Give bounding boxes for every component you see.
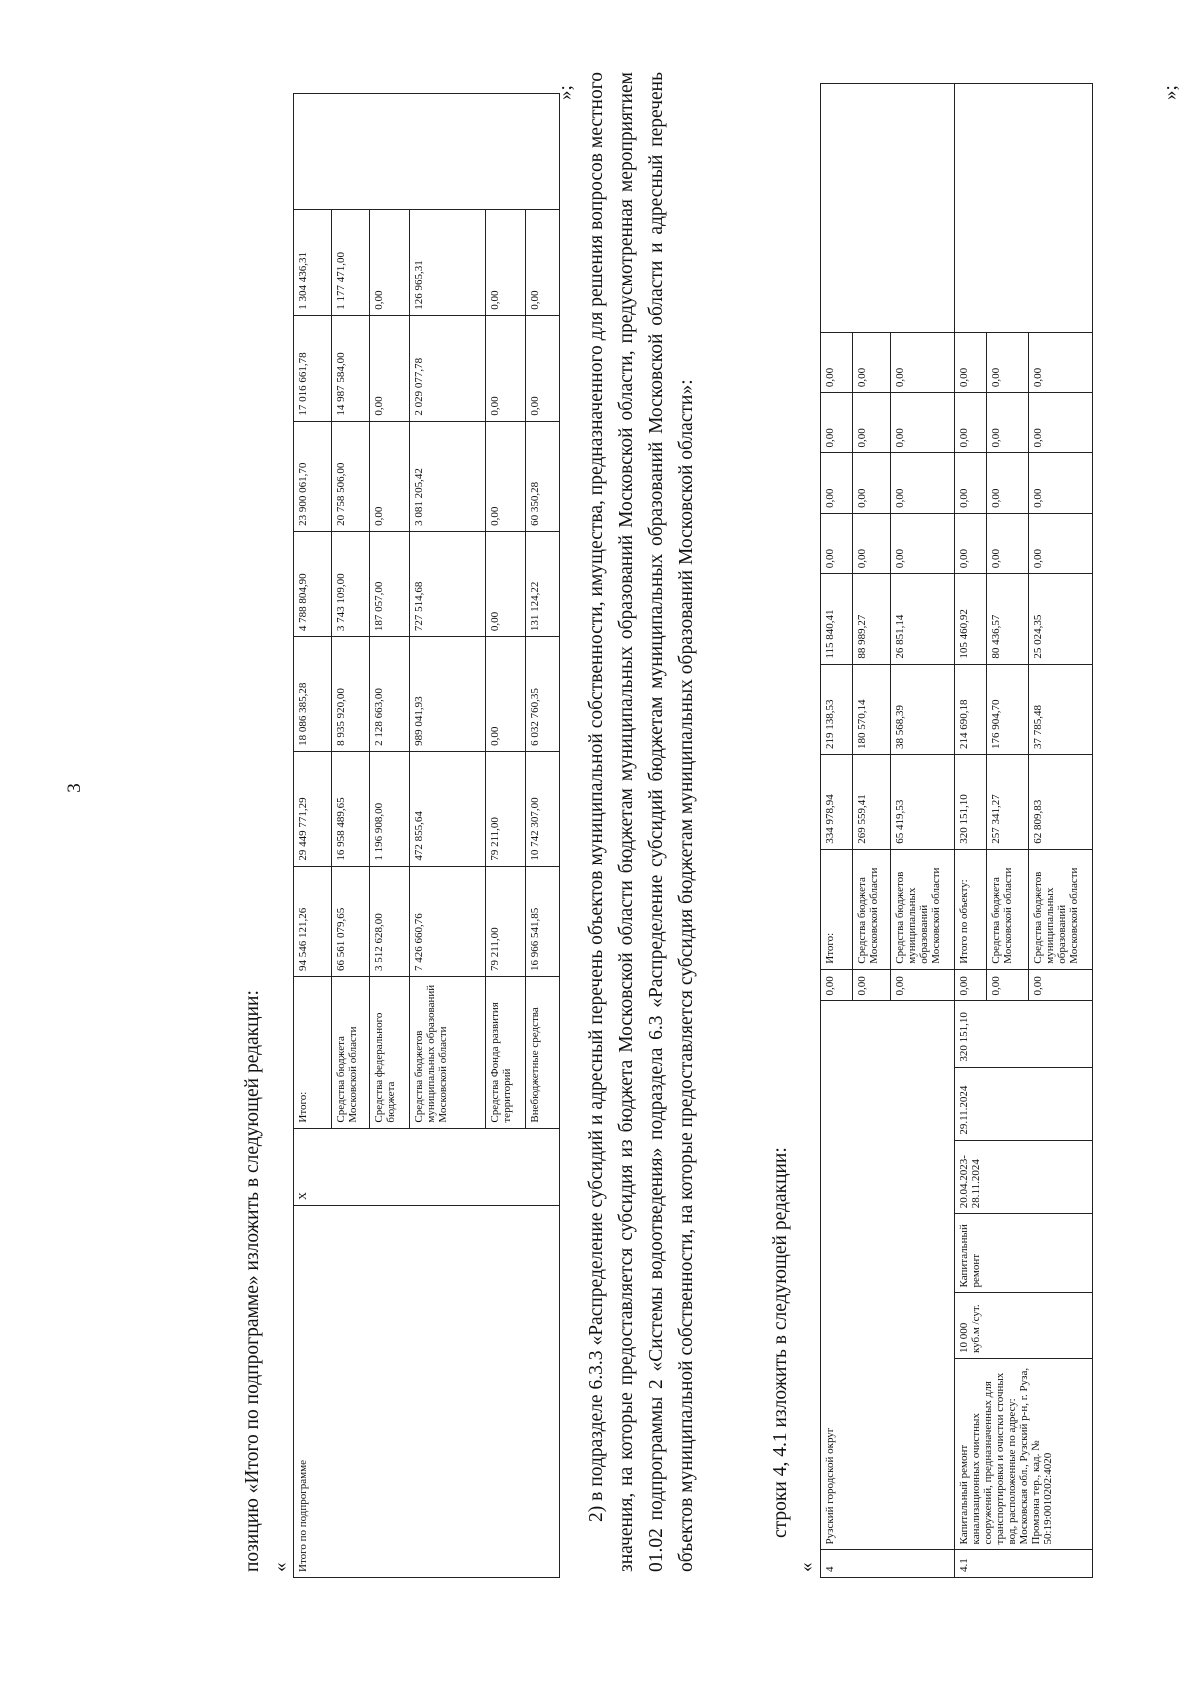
row4-cell: 0,00 <box>853 393 891 453</box>
table1-cell: 4 788 804,90 <box>294 531 332 636</box>
row4-cell: 0,00 <box>853 453 891 513</box>
row4-cell: 88 989,27 <box>853 574 891 664</box>
row4-label: Средства бюджета Московской области <box>853 849 891 969</box>
row41-label: Средства бюджета Московской области <box>987 849 1029 969</box>
table1-cell: 8 935 920,00 <box>332 637 370 752</box>
row4-cell: 0,00 <box>853 513 891 573</box>
row41-cell: 0,00 <box>955 453 987 513</box>
table1-cell: 0,00 <box>370 315 410 421</box>
row4-label: Итого: <box>821 849 853 969</box>
row4-cell: 0,00 <box>821 513 853 573</box>
row41-cell: 25 024,35 <box>1029 574 1093 664</box>
row41-work-type: Капитальный ремонт <box>955 1214 1093 1293</box>
table1-cell: 66 561 079,65 <box>332 866 370 976</box>
row41-cell: 0,00 <box>955 393 987 453</box>
table1-cell: 989 041,93 <box>410 637 486 752</box>
table1-cell: 23 900 061,70 <box>294 421 332 531</box>
table1-x-mark: X <box>294 1128 560 1205</box>
table1-cell: 0,00 <box>486 421 526 531</box>
row4-cell: 65 419,53 <box>891 755 955 850</box>
row4-cell: 0,00 <box>891 393 955 453</box>
table1-cell: 94 546 121,26 <box>294 866 332 976</box>
row41-cell: 0,00 <box>955 513 987 573</box>
row41-capacity: 10 000 куб.м /сут. <box>955 1293 1093 1359</box>
table1-cell: 60 350,28 <box>526 421 560 531</box>
table1-cell: 131 124,22 <box>526 531 560 636</box>
close-quote-2: »; <box>1160 85 1181 100</box>
row4-cell: 180 570,14 <box>853 664 891 754</box>
table1-cell: 20 758 506,00 <box>332 421 370 531</box>
row41-cell: 257 341,27 <box>987 755 1029 850</box>
table1-cell: 79 211,00 <box>486 866 526 976</box>
rows-intro-text: строки 4, 4.1 изложить в следующей редакции: <box>770 1147 791 1538</box>
row41-cell: 105 460,92 <box>955 574 987 664</box>
row41-cell: 0,00 <box>987 393 1029 453</box>
row4-cell: 219 138,53 <box>821 664 853 754</box>
table1-cell: 1 177 471,00 <box>332 210 370 315</box>
row4-number: 4 <box>821 1550 955 1578</box>
row41-period: 20.04.2023-28.11.2024 <box>955 1140 1093 1214</box>
row41-cell: 0,00 <box>1029 513 1093 573</box>
row4-cell: 0,00 <box>821 393 853 453</box>
table1-cell: 0,00 <box>486 637 526 752</box>
row41-cell: 176 904,70 <box>987 664 1029 754</box>
row4-name: Рузский городской округ <box>821 1001 955 1550</box>
close-quote-1: »; <box>555 85 576 100</box>
row41-date: 29.11.2024 <box>955 1067 1093 1140</box>
table1-empty-cell <box>294 94 560 210</box>
table1-cell: 1 196 908,00 <box>370 751 410 866</box>
row4-cell: 0,00 <box>891 453 955 513</box>
row41-lead: 0,00 <box>987 969 1029 1001</box>
table1-cell: 0,00 <box>370 210 410 315</box>
table1-cell: 126 965,31 <box>410 210 486 315</box>
open-quote-2: « <box>796 1562 817 1572</box>
table1-cell-label: Средства бюджетов муниципальных образований Московской области <box>410 976 486 1128</box>
table1-cell: 2 128 663,00 <box>370 637 410 752</box>
row41-cell: 0,00 <box>955 332 987 392</box>
table1-cell: 10 742 307,00 <box>526 751 560 866</box>
row4-cell: 0,00 <box>821 332 853 392</box>
rotated-page-content <box>130 60 1200 1600</box>
row41-cell: 0,00 <box>987 513 1029 573</box>
table1-cell: 1 304 436,31 <box>294 210 332 315</box>
paragraph-2: 2) в подразделе 6.3.3 «Распределение субсидий и адресный перечень объектов муниципальной собственности, имущества, предназначенного для решения вопросов местного значения, на которые предоставляется субсидия из бюджета Московской области бюджетам муниципальных образований Московской области, предусмотренная мероприятием 01.02 подпрограммы 2 «Системы водоотведения» подраздела 6.3 «Распределение субсидий бюджетам муниципальных образований Московской области и адресный перечень объектов муниципальной собственности, на которые предоставляется субсидия бюджетам муниципальных образований Московской области»: <box>586 72 697 1572</box>
row41-label: Итого по объекту: <box>955 849 987 969</box>
row41-limit: 320 151,10 <box>955 1001 1093 1067</box>
table1-cell-label: Итого: <box>294 976 332 1128</box>
table1-cell: 187 057,00 <box>370 531 410 636</box>
row41-empty-cell <box>955 84 1093 333</box>
row41-cell: 0,00 <box>1029 393 1093 453</box>
open-quote-1: « <box>270 1562 291 1572</box>
row4-cell: 38 568,39 <box>891 664 955 754</box>
table1-cell: 0,00 <box>486 210 526 315</box>
table1-cell: 0,00 <box>526 315 560 421</box>
table1-cell: 3 743 109,00 <box>332 531 370 636</box>
row4-cell: 0,00 <box>821 453 853 513</box>
table1-cell: 14 987 584,00 <box>332 315 370 421</box>
table1-cell: 79 211,00 <box>486 751 526 866</box>
row41-cell: 214 690,18 <box>955 664 987 754</box>
table1-cell: 3 081 205,42 <box>410 421 486 531</box>
row41-number: 4.1 <box>955 1550 1093 1578</box>
table1-cell: 29 449 771,29 <box>294 751 332 866</box>
row41-cell: 80 436,57 <box>987 574 1029 664</box>
row41-lead: 0,00 <box>1029 969 1093 1001</box>
row4-cell: 0,00 <box>891 332 955 392</box>
row4-empty-cell <box>821 84 955 333</box>
table1-cell: 16 966 541,85 <box>526 866 560 976</box>
row41-lead: 0,00 <box>955 969 987 1001</box>
table1-cell: 472 855,64 <box>410 751 486 866</box>
row41-cell: 0,00 <box>987 332 1029 392</box>
row4-cell: 334 978,94 <box>821 755 853 850</box>
table1-cell: 6 032 760,35 <box>526 637 560 752</box>
table1-cell: 0,00 <box>526 210 560 315</box>
table1-cell: 3 512 628,00 <box>370 866 410 976</box>
table1-cell: 18 086 385,28 <box>294 637 332 752</box>
row4-cell: 269 559,41 <box>853 755 891 850</box>
row41-cell: 37 785,48 <box>1029 664 1093 754</box>
table1-cell-label: Средства бюджета Московской области <box>332 976 370 1128</box>
row4-lead: 0,00 <box>891 969 955 1001</box>
table1-cell: 0,00 <box>370 421 410 531</box>
ruza-district-table <box>820 83 1093 1578</box>
row41-label: Средства бюджетов муниципальных образований Московской области <box>1029 849 1093 969</box>
subprogram-total-table <box>293 93 560 1578</box>
table1-cell: 17 016 661,78 <box>294 315 332 421</box>
table1-cell: 0,00 <box>486 315 526 421</box>
table1-cell: 16 958 489,65 <box>332 751 370 866</box>
row41-cell: 0,00 <box>1029 453 1093 513</box>
row4-cell: 115 840,41 <box>821 574 853 664</box>
table1-cell-label: Внебюджетные средства <box>526 976 560 1128</box>
row41-cell: 62 809,83 <box>1029 755 1093 850</box>
intro-text: позицию «Итого по подпрограмме» изложить в следующей редакции: <box>242 990 263 1572</box>
page-number: 3 <box>63 783 85 793</box>
table1-cell-label: Средства федерального бюджета <box>370 976 410 1128</box>
table1-cell: 0,00 <box>486 531 526 636</box>
row4-cell: 0,00 <box>853 332 891 392</box>
table1-cell: 727 514,68 <box>410 531 486 636</box>
row41-cell: 0,00 <box>987 453 1029 513</box>
row41-cell: 0,00 <box>1029 332 1093 392</box>
table1-cell: 2 029 077,78 <box>410 315 486 421</box>
row4-lead: 0,00 <box>821 969 853 1001</box>
row41-cell: 320 151,10 <box>955 755 987 850</box>
row4-label: Средства бюджетов муниципальных образований Московской области <box>891 849 955 969</box>
row4-lead: 0,00 <box>853 969 891 1001</box>
table1-row-label: Итого по подпрограмме <box>294 1206 560 1578</box>
row4-cell: 0,00 <box>891 513 955 573</box>
row41-object-name: Капитальный ремонт канализационных очистных сооружений, предназначенных для транспортировки и очистки сточных вод, расположенные по адресу: Московская обл., Рузский р-н, г. Руза, Промзона тер., кад. № 50:19:0010202:4020 <box>955 1359 1093 1550</box>
table1-cell-label: Средства Фонда развития территорий <box>486 976 526 1128</box>
table1-cell: 7 426 660,76 <box>410 866 486 976</box>
row4-cell: 26 851,14 <box>891 574 955 664</box>
